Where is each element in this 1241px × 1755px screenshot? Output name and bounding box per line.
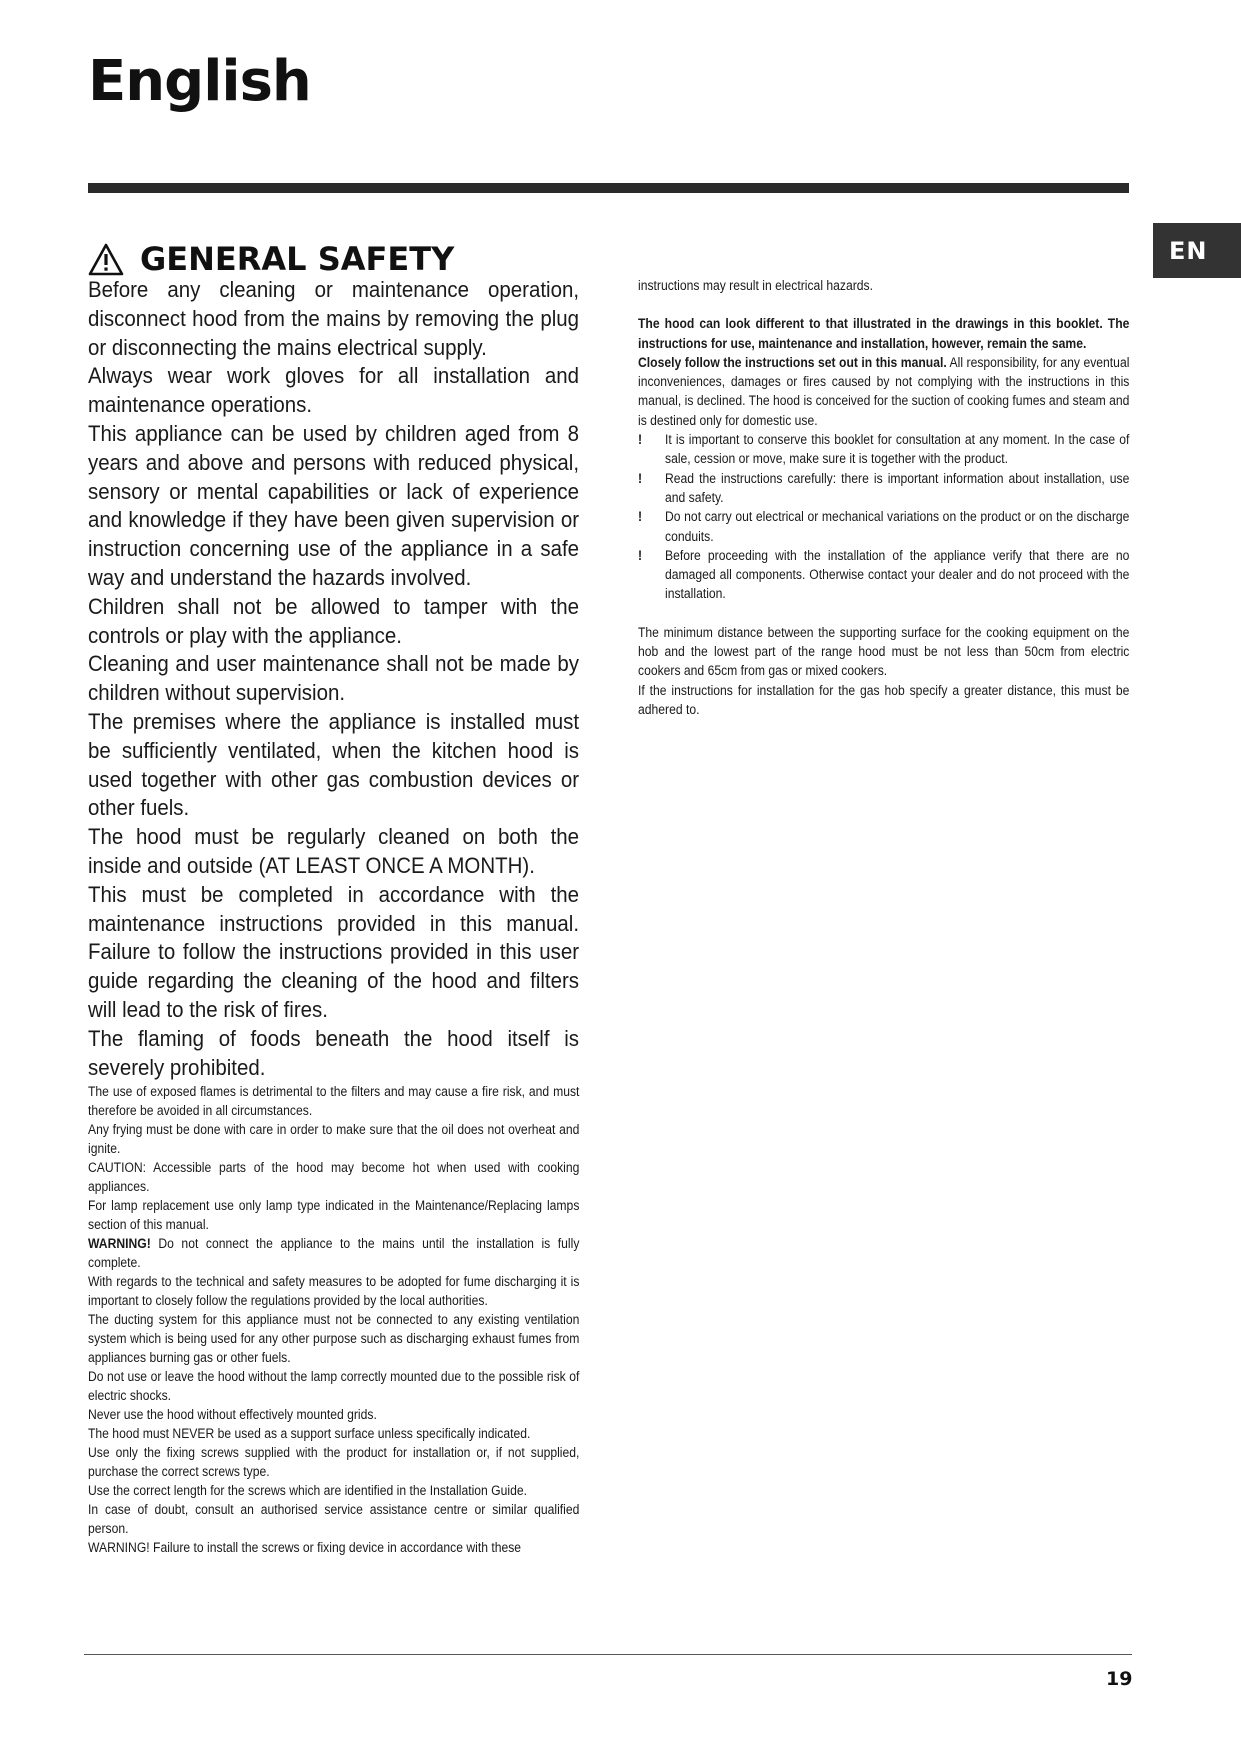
warning-paragraph — [88, 1234, 579, 1272]
paragraph: The premises where the appliance is installed must be sufficiently ventilated, when the kitchen hood is used together with other gas combustion devices or other fuels. — [88, 708, 580, 821]
page-title: English — [88, 49, 311, 114]
list-item-text: Before proceeding with the installation of the appliance verify that there are no damaged all components. Otherwise contact your dealer and do not proceed with the installation. — [665, 547, 1130, 602]
list-item — [638, 507, 1129, 546]
continuation-text: instructions may result in electrical hazards. — [638, 278, 873, 293]
paragraph: The hood must NEVER be used as a support surface unless specifically indicated. — [88, 1426, 531, 1442]
follow-instructions-bold: Closely follow the instructions set out in this manual. — [638, 354, 947, 370]
paragraph: Use the correct length for the screws which are identified in the Installation Guide. — [88, 1483, 527, 1499]
exclamation-icon: ! — [638, 547, 643, 563]
language-tab: EN — [1153, 223, 1241, 278]
paragraph: Any frying must be done with care in order to make sure that the oil does not overheat and ignite. — [88, 1122, 580, 1157]
exclamation-icon: ! — [638, 509, 643, 525]
paragraph: The use of exposed flames is detrimental to the filters and may cause a fire risk, and must therefore be avoided in all circumstances. — [88, 1084, 580, 1119]
paragraph: For lamp replacement use only lamp type indicated in the Maintenance/Replacing lamps section of this manual. — [88, 1198, 580, 1233]
exclamation-icon: ! — [638, 432, 643, 448]
paragraph: With regards to the technical and safety measures to be adopted for fume discharging it is important to closely follow the regulations provided by the local authorities. — [88, 1274, 580, 1309]
bold-notice: The hood can look different to that illustrated in the drawings in this booklet. The instructions for use, maintenance and installation, however, remain the same. — [638, 316, 1130, 351]
right-column — [638, 276, 1129, 719]
paragraph: In case of doubt, consult an authorised service assistance centre or similar qualified person. — [88, 1502, 580, 1537]
paragraph: Never use the hood without effectively mounted grids. — [88, 1407, 377, 1423]
safety-small-text — [88, 1082, 579, 1557]
list-item-text: Read the instructions carefully: there is important information about installation, use and safety. — [665, 470, 1130, 505]
list-item — [638, 546, 1129, 604]
list-item — [638, 430, 1129, 469]
exclamation-icon: ! — [638, 470, 643, 486]
gas-hob-note: If the instructions for installation for the gas hob specify a greater distance, this must be adhered to. — [638, 682, 1130, 717]
paragraph: The flaming of foods beneath the hood itself is severely prohibited. — [88, 1025, 580, 1080]
left-column — [88, 276, 579, 1557]
section-heading-text: GENERAL SAFETY — [140, 240, 455, 278]
paragraph: The hood must be regularly cleaned on both the inside and outside (AT LEAST ONCE A MONTH). — [88, 824, 580, 878]
paragraph: Children shall not be allowed to tamper with the controls or play with the appliance. — [88, 593, 580, 648]
paragraph: Before any cleaning or maintenance operation, disconnect hood from the mains by removing the plug or disconnecting the mains electrical supply. — [88, 277, 580, 360]
list-item — [638, 469, 1129, 508]
header-rule — [88, 183, 1129, 193]
warning-text: Do not connect the appliance to the mains until the installation is fully complete. — [88, 1236, 580, 1271]
paragraph: CAUTION: Accessible parts of the hood may become hot when used with cooking appliances. — [88, 1160, 580, 1195]
paragraph: This must be completed in accordance with the maintenance instructions provided in this manual. Failure to follow the instructions provided in this user guide regarding the cleaning of the hood and filters will lead to the risk of fires. — [88, 881, 580, 1022]
footer-rule — [84, 1654, 1132, 1655]
follow-instructions-paragraph — [638, 353, 1129, 430]
list-item-text: It is important to conserve this booklet for consultation at any moment. In the case of sale, cession or move, make sure it is together with the product. — [665, 432, 1130, 467]
distance-note: The minimum distance between the supporting surface for the cooking equipment on the hob and the lowest part of the range hood must be not less than 50cm from electric cookers and 65cm from gas or mixed cookers. — [638, 624, 1130, 679]
follow-instructions-text: All responsibility, for any eventual inconveniences, damages or fires caused by not complying with the instructions in this manual, is declined. The hood is conceived for the suction of cooking fumes and steam and is destined only for domestic use. — [638, 354, 1130, 428]
paragraph: Always wear work gloves for all installation and maintenance operations. — [88, 363, 580, 418]
page-number: 19 — [1106, 1668, 1133, 1690]
paragraph: This appliance can be used by children aged from 8 years and above and persons with reduced physical, sensory or mental capabilities or lack of experience and knowledge if they have been given supervision or instruction concerning use of the appliance in a safe way and understand the hazards involved. — [88, 420, 580, 590]
list-item-text: Do not carry out electrical or mechanical variations on the product or on the discharge conduits. — [665, 509, 1130, 544]
warning-label: WARNING! — [88, 1236, 151, 1252]
section-heading — [88, 240, 454, 278]
paragraph: WARNING! Failure to install the screws or fixing device in accordance with these — [88, 1540, 522, 1556]
warning-icon — [88, 243, 124, 276]
paragraph: Cleaning and user maintenance shall not be made by children without supervision. — [88, 651, 580, 706]
paragraph: The ducting system for this appliance must not be connected to any existing ventilation system which is being used for any other purpose such as discharging exhaust fumes from appliances burning gas or other fuels. — [88, 1312, 580, 1366]
paragraph: Do not use or leave the hood without the lamp correctly mounted due to the possible risk of electric shocks. — [88, 1369, 580, 1404]
safety-large-text — [88, 276, 579, 1082]
paragraph: Use only the fixing screws supplied with the product for installation or, if not supplied, purchase the correct screws type. — [88, 1445, 580, 1480]
caution-list — [638, 430, 1129, 604]
